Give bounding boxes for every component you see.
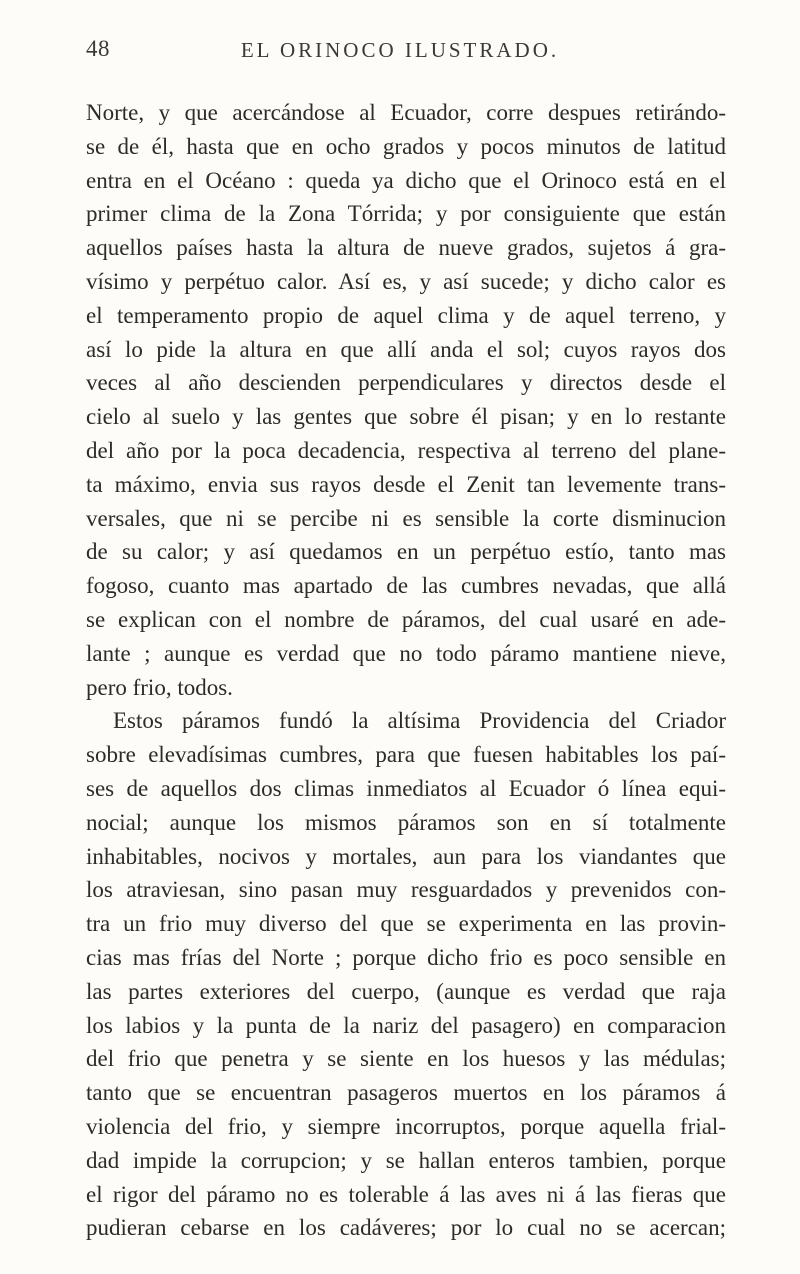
paragraph-start-line: Estos páramos fundó la altísima Providencia del Criador: [113, 708, 726, 734]
text-line: sobre elevadísimas cumbres, para que fuesen habitables los paí-: [86, 742, 726, 768]
text-line: de su calor; y así quedamos en un perpétuo estío, tanto mas: [86, 539, 726, 565]
text-line: así lo pide la altura en que allí anda el sol; cuyos rayos dos: [86, 336, 726, 362]
body-text: [86, 96, 726, 1245]
text-line: se explican con el nombre de páramos, del cual usaré en ade-: [86, 606, 726, 632]
text-line: aquellos países hasta la altura de nueve grados, sujetos á gra-: [86, 235, 726, 261]
text-line: las partes exteriores del cuerpo, (aunque es verdad que raja: [86, 978, 726, 1004]
text-line: fogoso, cuanto mas apartado de las cumbres nevadas, que allá: [86, 573, 726, 599]
text-line: versales, que ni se percibe ni es sensible la corte disminucion: [86, 505, 726, 531]
text-line: veces al año descienden perpendiculares y directos desde el: [86, 370, 726, 396]
text-line: entra en el Océano : queda ya dicho que el Orinoco está en el: [86, 167, 726, 193]
page-number: 48: [86, 36, 110, 61]
text-line: se de él, hasta que en ocho grados y pocos minutos de latitud: [86, 133, 726, 159]
text-line: dad impide la corrupcion; y se hallan enteros tambien, porque: [86, 1147, 726, 1173]
text-line: tanto que se encuentran pasageros muertos en los páramos á: [86, 1080, 726, 1106]
text-line: los atraviesan, sino pasan muy resguardados y prevenidos con-: [86, 877, 726, 903]
text-line: ses de aquellos dos climas inmediatos al Ecuador ó línea equi-: [86, 775, 726, 801]
text-line: inhabitables, nocivos y mortales, aun para los viandantes que: [86, 843, 726, 869]
paragraph-end-line: pero frio, todos.: [86, 674, 233, 700]
text-line: del año por la poca decadencia, respectiva al terreno del plane-: [86, 437, 726, 463]
text-line: el temperamento propio de aquel clima y de aquel terreno, y: [86, 302, 726, 328]
text-line: del frio que penetra y se siente en los huesos y las médulas;: [86, 1046, 726, 1072]
text-line: violencia del frio, y siempre incorruptos, porque aquella frial-: [86, 1113, 726, 1139]
text-line: cielo al suelo y las gentes que sobre él pisan; y en lo restante: [86, 404, 726, 430]
text-line: vísimo y perpétuo calor. Así es, y así sucede; y dicho calor es: [86, 268, 726, 294]
running-title: EL ORINOCO ILUSTRADO.: [240, 38, 560, 62]
text-line: lante ; aunque es verdad que no todo páramo mantiene nieve,: [86, 640, 726, 666]
text-line: primer clima de la Zona Tórrida; y por consiguiente que están: [86, 201, 726, 227]
text-line: tra un frio muy diverso del que se experimenta en las provin-: [86, 911, 726, 937]
running-header: [0, 36, 800, 66]
text-line: el rigor del páramo no es tolerable á las aves ni á las fieras que: [86, 1181, 726, 1207]
text-line: nocial; aunque los mismos páramos son en sí totalmente: [86, 809, 726, 835]
text-line: cias mas frías del Norte ; porque dicho frio es poco sensible en: [86, 944, 726, 970]
text-line: los labios y la punta de la nariz del pasagero) en comparacion: [86, 1012, 726, 1038]
text-line: ta máximo, envia sus rayos desde el Zenit tan levemente trans-: [86, 471, 726, 497]
text-line: Norte, y que acercándose al Ecuador, corre despues retirándo-: [86, 100, 726, 125]
text-line: pudieran cebarse en los cadáveres; por lo cual no se acercan;: [86, 1215, 726, 1241]
